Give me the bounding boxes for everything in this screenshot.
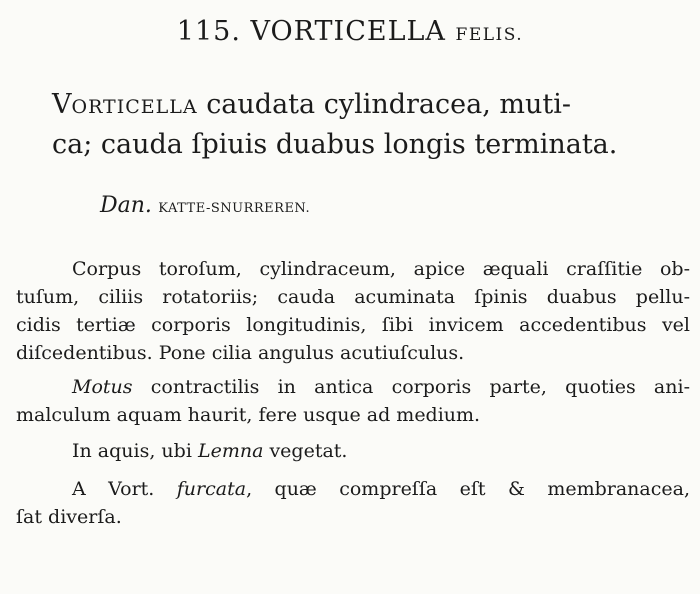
diagnosis-text-2: ca; cauda ſpiuis duabus longis terminata. [52,129,618,160]
diagnosis-genus: ORTICELLA [71,96,198,118]
p4-line-2: ſat diverſa. [16,506,122,528]
p1-line-4: diſcedentibus. Pone cilia angulus acutiuſculus. [16,342,465,364]
danish-common-name: KATTE-SNURREREN. [158,201,311,216]
diagnosis-line-2 [52,124,682,165]
diagnosis-line-1 [52,84,682,128]
diagnosis-text: caudata cylindracea, muti- [206,89,571,120]
danish-name [100,193,310,218]
p2-italic: Motus [72,376,133,398]
entry-number: 115. [176,16,241,47]
p1-line-2: tuſum, ciliis rotatoriis; cauda acuminata ſpinis duabus pellu- [16,286,690,308]
p3-post: vegetat. [269,440,348,462]
p4-text: , quæ compreſſa eſt & membranacea, [246,478,690,500]
p1-line-3: cidis tertiæ corporis longitudinis, ſibi invicem accedentibus vel [16,314,690,336]
p1-line-1: Corpus toroſum, cylindraceum, apice æquali craſſitie ob- [72,258,690,280]
p4-line-1 [72,475,690,503]
entry-heading [0,16,700,47]
p3-line [72,437,690,465]
p2-line-1 [72,373,690,401]
p4-italic: furcata [176,478,247,500]
p4-pre: A Vort. [72,478,155,500]
genus-name: VORTICELLA [250,16,446,47]
p2-line-2: malculum aquam haurit, fere usque ad medium. [16,404,481,426]
species-name: FELIS. [455,25,524,45]
p2-text: contractilis in antica corporis parte, quoties ani- [150,376,690,398]
p3-pre: In aquis, ubi [72,440,192,462]
p3-italic: Lemna [197,440,264,462]
danish-abbr: Dan. [100,193,152,218]
diagnosis-initial: V [52,89,72,120]
